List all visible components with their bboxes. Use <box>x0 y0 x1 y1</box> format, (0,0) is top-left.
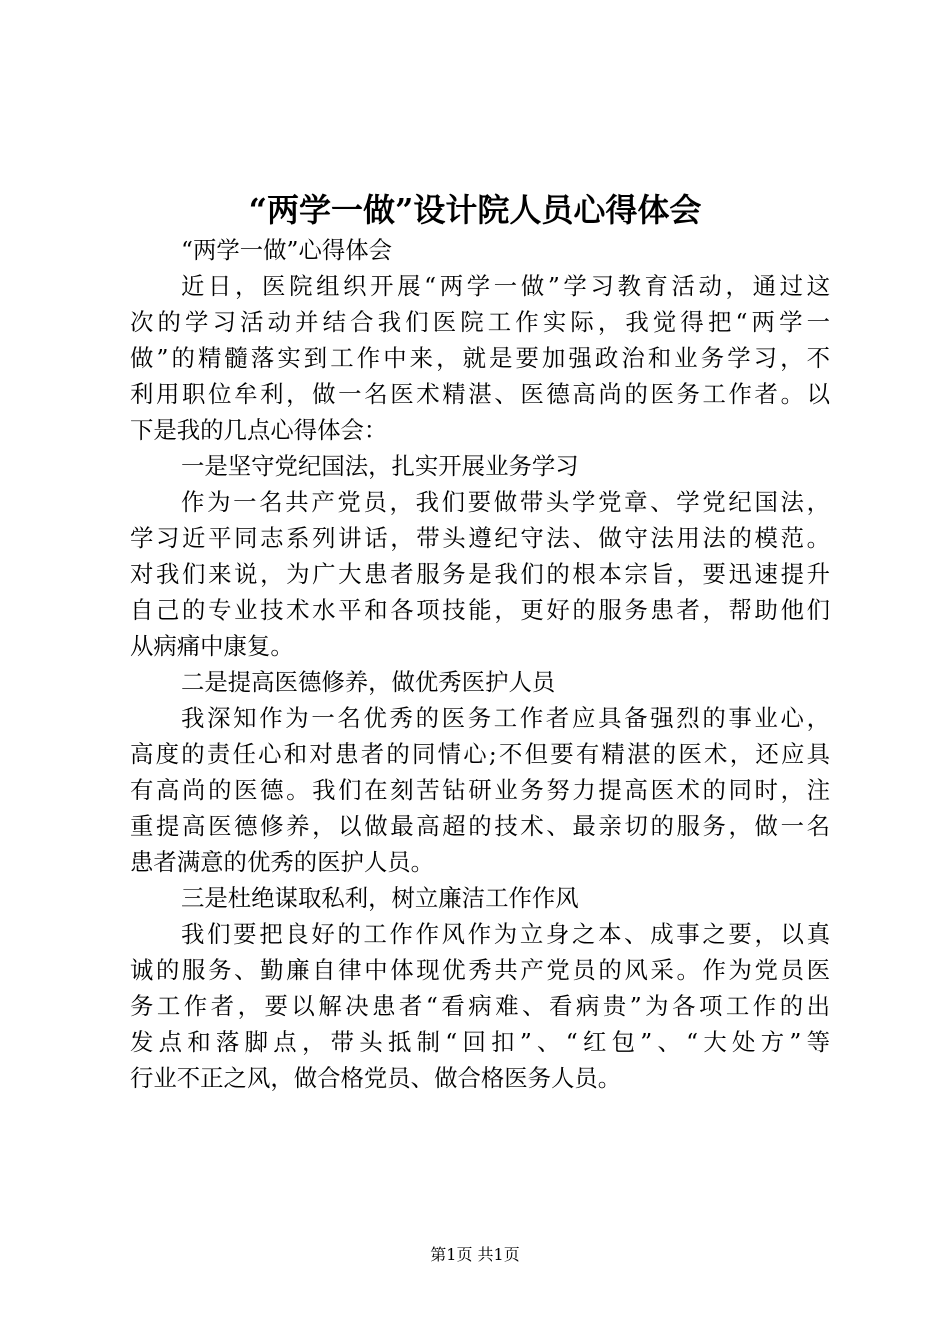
paragraph-line: 自己的专业技术水平和各项技能，更好的服务患者，帮助他们 <box>130 596 830 624</box>
paragraph-line: 对我们来说，为广大患者服务是我们的根本宗旨，要迅速提升 <box>130 560 830 588</box>
page-footer: 第1页 共1页 <box>430 1245 520 1264</box>
paragraph-line: 发点和落脚点，带头抵制“回扣”、“红包”、“大处方”等 <box>130 1028 830 1056</box>
body-text <box>130 232 830 1096</box>
subtitle-line: “两学一做”心得体会 <box>181 236 393 264</box>
paragraph-line: 下是我的几点心得体会： <box>130 416 388 444</box>
paragraph-line: 患者满意的优秀的医护人员。 <box>130 848 435 876</box>
paragraph-line: 次的学习活动并结合我们医院工作实际，我觉得把“两学一 <box>130 308 830 336</box>
section-heading: 一是坚守党纪国法，扎实开展业务学习 <box>181 452 579 480</box>
paragraph-line: 我深知作为一名优秀的医务工作者应具备强烈的事业心， <box>181 704 830 732</box>
paragraph-line: 近日，医院组织开展“两学一做”学习教育活动，通过这 <box>181 272 830 300</box>
paragraph-line: 务工作者，要以解决患者“看病难、看病贵”为各项工作的出 <box>130 992 830 1020</box>
section-heading: 二是提高医德修养，做优秀医护人员 <box>181 668 556 696</box>
paragraph-line: 诚的服务、勤廉自律中体现优秀共产党员的风采。作为党员医 <box>130 956 830 984</box>
paragraph-line: 做”的精髓落实到工作中来，就是要加强政治和业务学习，不 <box>130 344 830 372</box>
paragraph-line: 重提高医德修养，以做最高超的技术、最亲切的服务，做一名 <box>130 812 830 840</box>
paragraph-line: 有高尚的医德。我们在刻苦钻研业务努力提高医术的同时，注 <box>130 776 830 804</box>
paragraph-line: 作为一名共产党员，我们要做带头学党章、学党纪国法， <box>181 488 830 516</box>
paragraph-line: 从病痛中康复。 <box>130 632 294 660</box>
paragraph-line: 我们要把良好的工作作风作为立身之本、成事之要，以真 <box>181 920 830 948</box>
paragraph-line: 学习近平同志系列讲话，带头遵纪守法、做守法用法的模范。 <box>130 524 830 552</box>
paragraph-line: 行业不正之风，做合格党员、做合格医务人员。 <box>130 1064 622 1092</box>
paragraph-line: 利用职位牟利，做一名医术精湛、医德高尚的医务工作者。以 <box>130 380 830 408</box>
paragraph-line: 高度的责任心和对患者的同情心;不但要有精湛的医术，还应具 <box>130 740 830 768</box>
page-title: “两学一做”设计院人员心得体会 <box>248 191 702 229</box>
section-heading: 三是杜绝谋取私利，树立廉洁工作作风 <box>181 884 579 912</box>
